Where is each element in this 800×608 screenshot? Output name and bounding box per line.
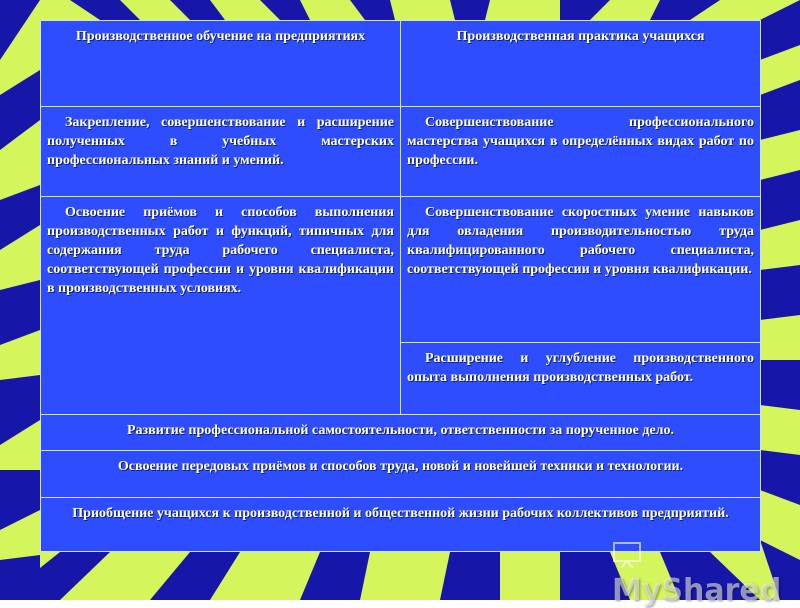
header-production-training: Производственное обучение на предприятиях xyxy=(41,21,401,107)
cell-consolidation: Закрепление, совершенствование и расширение полученных в учебных мастерских профессиональных знаний и умений. xyxy=(41,106,401,196)
watermark-text: MyShared xyxy=(612,573,782,608)
cell-mastering-methods: Освоение приёмов и способов выполнения производственных работ и функций, типичных для содержания труда рабочего специалиста, соответствующей профессии и уровня квалификации в производственных условиях. xyxy=(41,196,401,414)
row-advanced-methods: Освоение передовых приёмов и способов труда, новой и новейшей техники и технологии. xyxy=(41,450,761,497)
cell-speed-skills: Совершенствование скоростных умение навыков для овладения производительностью труда квалифицированного рабочего специалиста, соответствующей профессии и уровня квалификации. xyxy=(401,196,761,342)
presentation-board-icon xyxy=(612,541,642,569)
row-independence-development: Развитие профессиональной самостоятельности, ответственности за порученное дело. xyxy=(41,414,761,450)
cell-mastery-improvement: Совершенствование профессионального мастерства учащихся в определённых видах работ по профессии. xyxy=(401,106,761,196)
header-production-practice: Производственная практика учащихся xyxy=(401,21,761,107)
comparison-table xyxy=(40,20,761,552)
watermark xyxy=(612,538,800,608)
row-social-involvement: Приобщение учащихся к производственной и общественной жизни рабочих коллективов предприятий. xyxy=(41,498,761,552)
cell-experience-expansion: Расширение и углубление производственного опыта выполнения производственных работ. xyxy=(401,342,761,414)
